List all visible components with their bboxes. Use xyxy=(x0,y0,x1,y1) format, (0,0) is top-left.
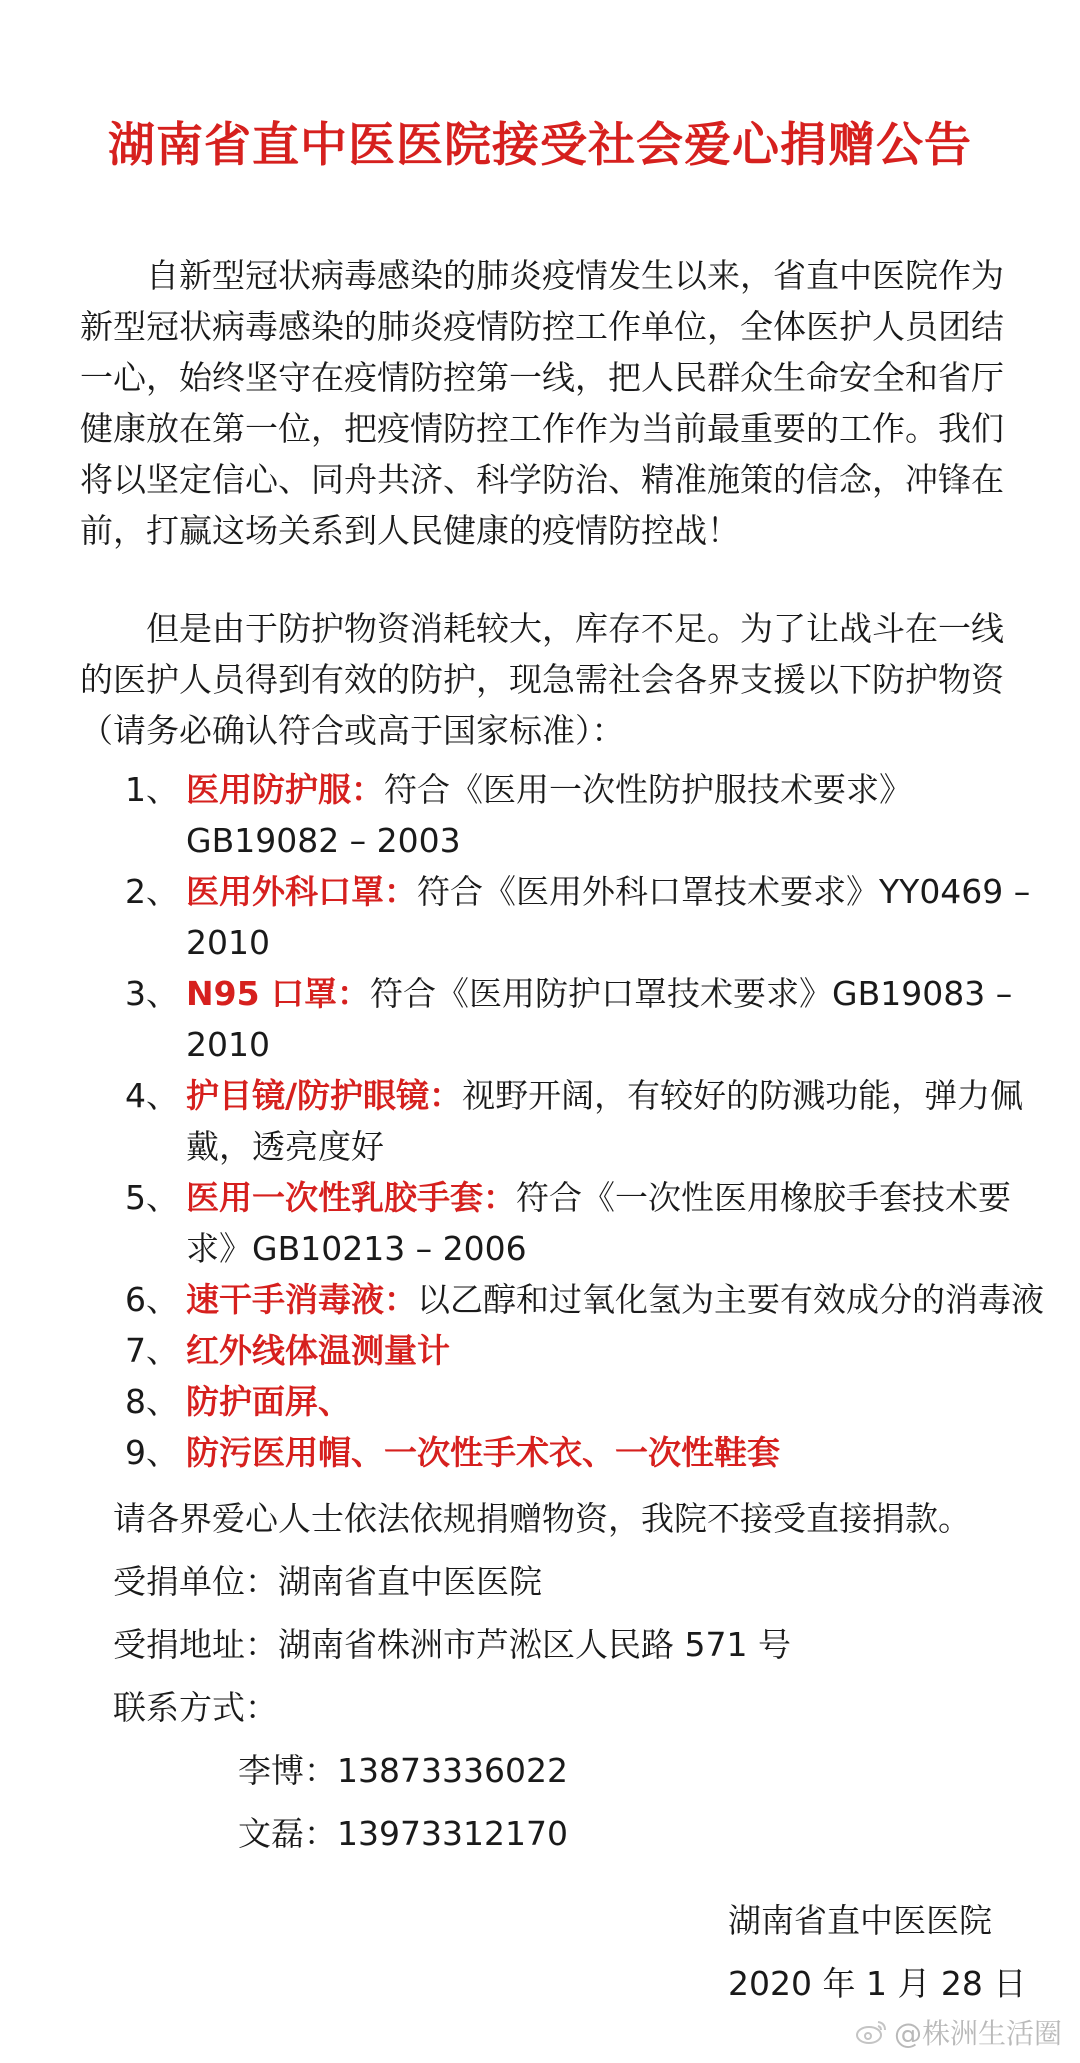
document-title: 湖南省直中医医院接受社会爱心捐赠公告 xyxy=(108,118,972,173)
item-desc: 以乙醇和过氧化氢为主要有效成分的消毒液 xyxy=(417,1280,1044,1319)
list-item xyxy=(125,1427,1045,1478)
list-item xyxy=(125,1070,1045,1172)
paragraph-text: 但是由于防护物资消耗较大，库存不足。为了让战斗在一线的医护人员得到有效的防护，现急需社会各界支援以下防护物资（请务必确认符合或高于国家标准）： xyxy=(80,609,1004,750)
signature-date: 2020 年 1 月 28 日 xyxy=(728,1964,1027,2003)
list-item xyxy=(125,1376,1045,1427)
item-desc: 符合《一次性医用橡胶手套技术要求》GB10213 – 2006 xyxy=(186,1178,1011,1268)
list-item xyxy=(125,968,1045,1070)
item-desc: 符合《医用一次性防护服技术要求》GB19082 – 2003 xyxy=(186,770,912,860)
item-label: N95 口罩： xyxy=(186,974,371,1013)
list-item xyxy=(125,1274,1045,1325)
weibo-icon xyxy=(856,2019,888,2045)
list-item xyxy=(125,866,1045,968)
list-number: 5、 xyxy=(125,1178,179,1217)
watermark-text: @株洲生活圈 xyxy=(893,2017,1062,2050)
recipient-line: 受捐单位：湖南省直中医医院 xyxy=(113,1562,542,1601)
list-number: 9、 xyxy=(125,1433,179,1472)
item-desc: 视野开阔，有较好的防溅功能，弹力佩戴，透亮度好 xyxy=(186,1076,1024,1166)
item-label: 医用外科口罩： xyxy=(186,872,417,911)
contact-heading: 联系方式： xyxy=(113,1688,278,1727)
shortage-paragraph xyxy=(80,603,1020,756)
item-label: 医用防护服： xyxy=(186,770,384,809)
contact-line: 文磊：13973312170 xyxy=(238,1814,568,1853)
list-number: 4、 xyxy=(125,1076,179,1115)
address-line: 受捐地址：湖南省株洲市芦淞区人民路 571 号 xyxy=(113,1625,791,1664)
list-number: 8、 xyxy=(125,1382,179,1421)
intro-paragraph xyxy=(80,250,1020,556)
item-desc: 符合《医用防护口罩技术要求》GB19083 – 2010 xyxy=(186,974,1013,1064)
list-number: 6、 xyxy=(125,1280,179,1319)
item-label: 速干手消毒液： xyxy=(186,1280,417,1319)
item-desc: 符合《医用外科口罩技术要求》YY0469 – 2010 xyxy=(186,872,1031,962)
item-label: 防污医用帽、一次性手术衣、一次性鞋套 xyxy=(186,1433,780,1472)
list-number: 2、 xyxy=(125,872,179,911)
item-label: 红外线体温测量计 xyxy=(186,1331,450,1370)
paragraph-text: 自新型冠状病毒感染的肺炎疫情发生以来，省直中医院作为新型冠状病毒感染的肺炎疫情防控工作单位，全体医护人员团结一心，始终坚守在疫情防控第一线，把人民群众生命安全和省厅健康放在第一位，把疫情防控工作作为当前最重要的工作。我们将以坚定信心、同舟共济、科学防治、精准施策的信念，冲锋在前，打赢这场关系到人民健康的疫情防控战！ xyxy=(80,256,1004,550)
list-item xyxy=(125,1325,1045,1376)
watermark xyxy=(856,2012,1062,2052)
item-label: 防护面屏、 xyxy=(186,1382,351,1421)
donation-notice: 请各界爱心人士依法依规捐赠物资，我院不接受直接捐款。 xyxy=(113,1499,971,1538)
item-label: 护目镜/防护眼镜： xyxy=(186,1076,463,1115)
item-label: 医用一次性乳胶手套： xyxy=(186,1178,516,1217)
list-item xyxy=(125,764,1045,866)
signature-org: 湖南省直中医医院 xyxy=(728,1901,992,1940)
list-item xyxy=(125,1172,1045,1274)
supply-list xyxy=(125,764,1045,1478)
contact-line: 李博：13873336022 xyxy=(238,1751,568,1790)
list-number: 1、 xyxy=(125,770,179,809)
list-number: 3、 xyxy=(125,974,179,1013)
list-number: 7、 xyxy=(125,1331,179,1370)
